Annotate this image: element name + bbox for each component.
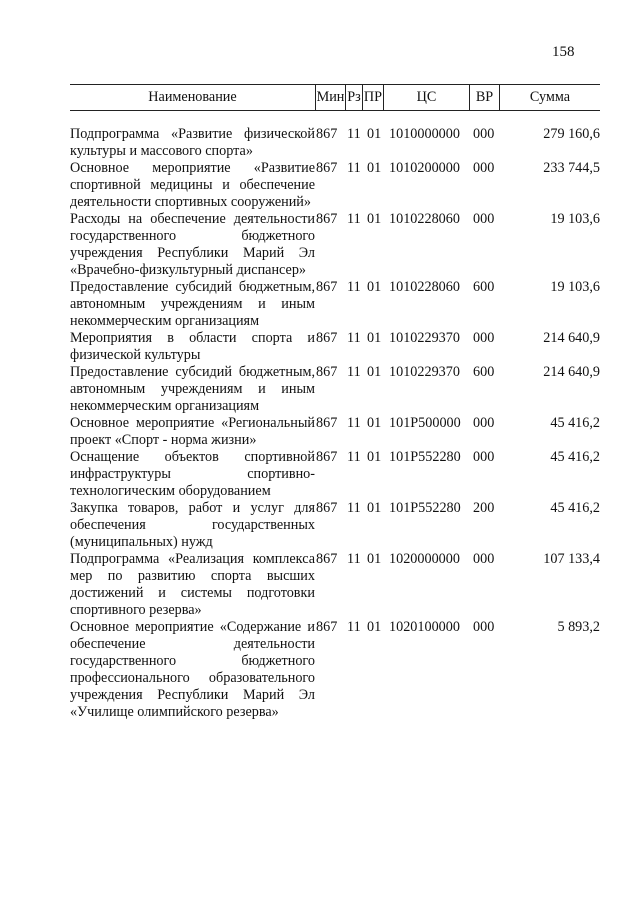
row-name: Основное мероприятие «Развитие спортивной медицины и обеспечение деятельности спортивных сооружений» [70,160,315,210]
row-rz: 11 [347,449,361,465]
budget-table [70,84,600,721]
row-cs: 1010228060 [389,279,460,295]
row-rz: 11 [347,126,361,142]
row-name: Расходы на обеспечение деятельности государственного бюджетного учреждения Республики Марий Эл «Врачебно-физкультурный диспансер» [70,211,315,278]
row-sum: 45 416,2 [550,500,600,516]
row-pr: 01 [367,449,382,465]
row-cs: 1010200000 [389,160,460,176]
row-name: Основное мероприятие «Содержание и обеспечение деятельности государственного бюджетного профессионального образовательного учреждения Республики Марий Эл «Училище олимпийского резерва» [70,619,315,720]
row-pr: 01 [367,279,382,295]
row-pr: 01 [367,415,382,431]
row-rz: 11 [347,415,361,431]
row-pr: 01 [367,330,382,346]
row-cs: 1010229370 [389,364,460,380]
header-min: Мин [315,85,345,110]
row-cs: 1020000000 [389,551,460,567]
row-pr: 01 [367,619,382,635]
row-cs: 101P552280 [389,449,461,465]
row-rz: 11 [347,279,361,295]
header-vr: ВР [469,85,499,110]
row-sum: 19 103,6 [550,211,600,227]
table-row [70,619,600,721]
row-min: 867 [316,551,338,567]
row-min: 867 [316,279,338,295]
table-row [70,279,600,330]
row-vr: 000 [473,619,495,635]
table-row [70,364,600,415]
row-name: Мероприятия в области спорта и физической культуры [70,330,315,363]
row-rz: 11 [347,551,361,567]
row-min: 867 [316,619,338,635]
row-cs: 1010228060 [389,211,460,227]
row-vr: 000 [473,126,495,142]
row-vr: 000 [473,449,495,465]
row-cs: 1020100000 [389,619,460,635]
header-sum: Сумма [499,85,600,110]
row-min: 867 [316,211,338,227]
row-vr: 600 [473,364,495,380]
row-name: Предоставление субсидий бюджетным, автономным учреждениям и иным некоммерческим организациям [70,279,315,329]
row-vr: 000 [473,160,495,176]
row-cs: 101P500000 [389,415,461,431]
header-name: Наименование [148,89,237,105]
table-row [70,160,600,211]
row-name: Закупка товаров, работ и услуг для обеспечения государственных (муниципальных) нужд [70,500,315,550]
row-name: Основное мероприятие «Региональный проект «Спорт - норма жизни» [70,415,315,448]
row-min: 867 [316,415,338,431]
header-pr: ПР [362,85,383,110]
row-vr: 000 [473,330,495,346]
page-number: 158 [552,44,575,60]
row-rz: 11 [347,500,361,516]
row-pr: 01 [367,364,382,380]
table-row [70,211,600,279]
row-rz: 11 [347,619,361,635]
row-name: Оснащение объектов спортивной инфраструктуры спортивно-технологическим оборудованием [70,449,315,499]
row-vr: 000 [473,211,495,227]
row-name: Подпрограмма «Реализация комплекса мер по развитию спорта высших достижений и системы подготовки спортивного резерва» [70,551,315,618]
row-sum: 107 133,4 [543,551,600,567]
row-sum: 45 416,2 [550,415,600,431]
row-sum: 214 640,9 [543,330,600,346]
table-body [70,126,600,721]
row-pr: 01 [367,160,382,176]
row-sum: 5 893,2 [557,619,600,635]
row-rz: 11 [347,364,361,380]
row-vr: 600 [473,279,495,295]
row-rz: 11 [347,211,361,227]
row-min: 867 [316,500,338,516]
row-name: Подпрограмма «Развитие физической культуры и массового спорта» [70,126,315,159]
row-vr: 000 [473,551,495,567]
row-vr: 000 [473,415,495,431]
table-row [70,330,600,364]
row-sum: 214 640,9 [543,364,600,380]
row-min: 867 [316,126,338,142]
row-rz: 11 [347,160,361,176]
row-pr: 01 [367,551,382,567]
header-rz: Рз [345,85,362,110]
header-cs: ЦС [383,85,469,110]
row-pr: 01 [367,500,382,516]
row-cs: 101P552280 [389,500,461,516]
table-row [70,449,600,500]
row-name: Предоставление субсидий бюджетным, автономным учреждениям и иным некоммерческим организациям [70,364,315,414]
row-sum: 233 744,5 [543,160,600,176]
row-min: 867 [316,449,338,465]
row-cs: 1010000000 [389,126,460,142]
row-min: 867 [316,364,338,380]
row-pr: 01 [367,211,382,227]
table-row [70,500,600,551]
row-sum: 279 160,6 [543,126,600,142]
row-sum: 19 103,6 [550,279,600,295]
table-row [70,126,600,160]
table-row [70,415,600,449]
row-sum: 45 416,2 [550,449,600,465]
row-pr: 01 [367,126,382,142]
table-row [70,551,600,619]
row-min: 867 [316,330,338,346]
row-min: 867 [316,160,338,176]
row-vr: 200 [473,500,495,516]
row-rz: 11 [347,330,361,346]
table-header [70,84,600,111]
row-cs: 1010229370 [389,330,460,346]
